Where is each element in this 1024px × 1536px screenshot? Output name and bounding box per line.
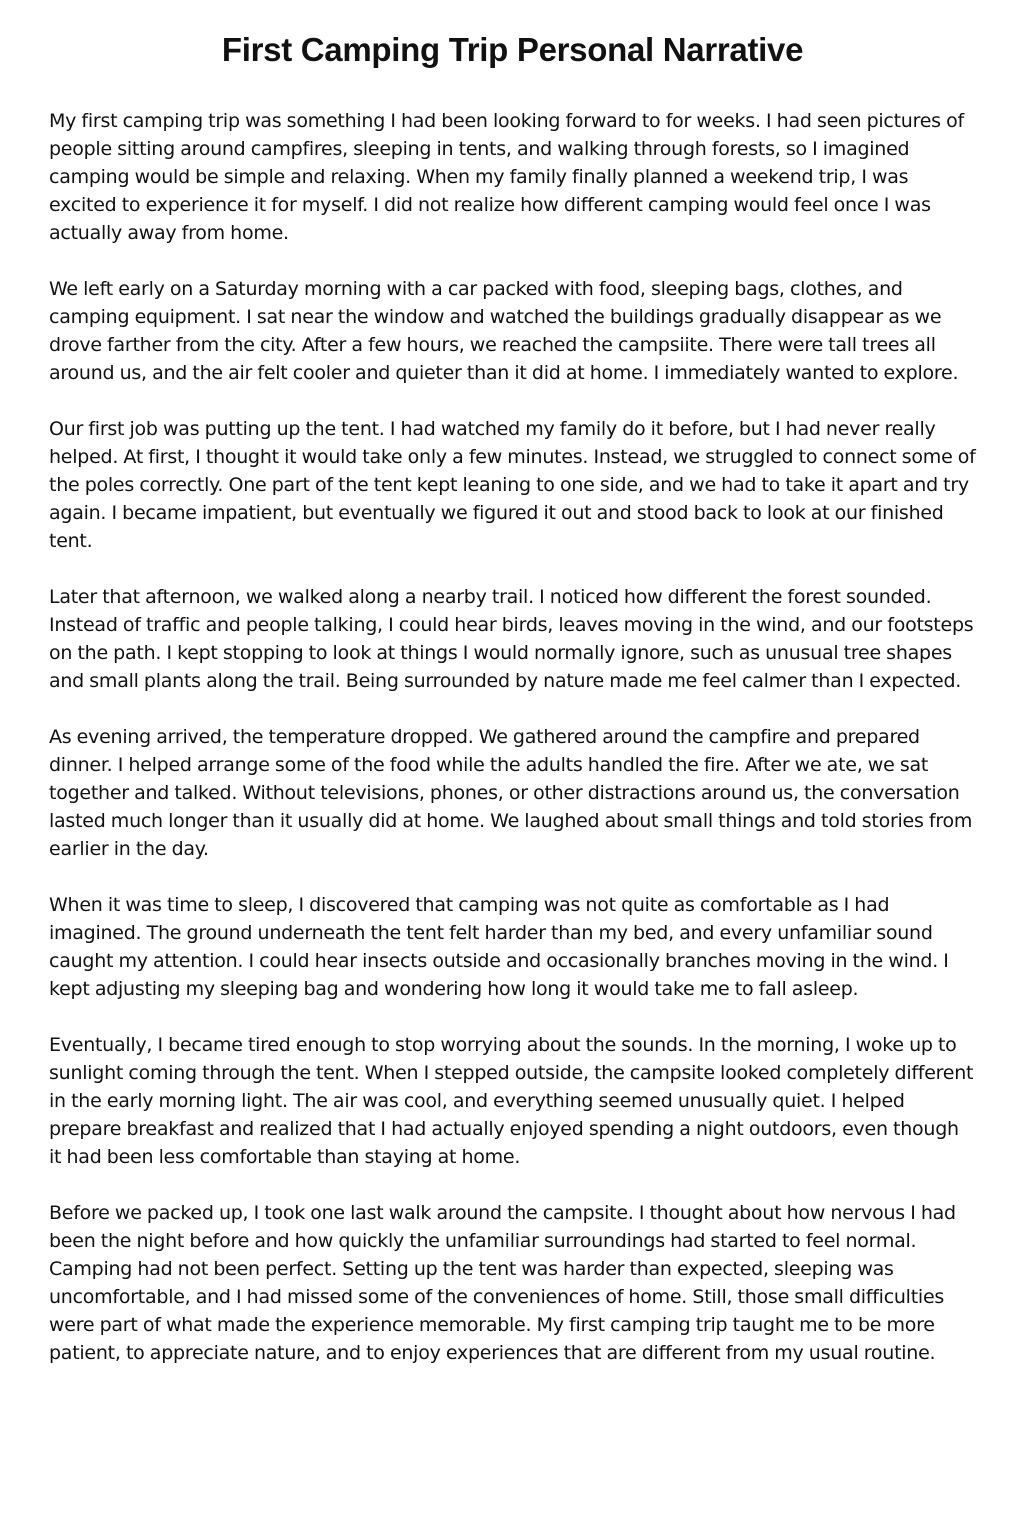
paragraph-4: Later that afternoon, we walked along a nearby trail. I noticed how different the forest sounded. Instead of traffic and people talking, I could hear birds, leaves moving in the wind, and our footsteps on the path. I kept stopping to look at things I would normally ignore, such as unusual tree shapes and small plants along the trail. Being surrounded by nature made me feel calmer than I expected. <box>49 586 974 692</box>
paragraph-3: Our first job was putting up the tent. I had watched my family do it before, but I had never really helped. At first, I thought it would take only a few minutes. Instead, we struggled to connect some of the poles correctly. One part of the tent kept leaning to one side, and we had to take it apart and try again. I became impatient, but eventually we figured it out and stood back to look at our finished tent. <box>49 418 976 552</box>
paragraph-6: When it was time to sleep, I discovered that camping was not quite as comfortable as I had imagined. The ground underneath the tent felt harder than my bed, and every unfamiliar sound caught my attention. I could hear insects outside and occasionally branches moving in the wind. I kept adjusting my sleeping bag and wondering how long it would take me to fall asleep. <box>49 894 949 1000</box>
paragraph-1: My first camping trip was something I had been looking forward to for weeks. I had seen pictures of people sitting around campfires, sleeping in tents, and walking through forests, so I imagined camping would be simple and relaxing. When my family finally planned a weekend trip, I was excited to experience it for myself. I did not realize how different camping would feel once I was actually away from home. <box>49 110 964 244</box>
paragraph-2: We left early on a Saturday morning with a car packed with food, sleeping bags, clothes, and camping equipment. I sat near the window and watched the buildings gradually disappear as we drove farther from the city. After a few hours, we reached the campsiite. There were tall trees all around us, and the air felt cooler and quieter than it did at home. I immediately wanted to explore. <box>49 278 959 384</box>
document-title: First Camping Trip Personal Narrative <box>221 31 804 68</box>
paragraph-8: Before we packed up, I took one last walk around the campsite. I thought about how nervous I had been the night before and how quickly the unfamiliar surroundings had started to feel normal. Camping had not been perfect. Setting up the tent was harder than expected, sleeping was uncomfortable, and I had missed some of the conveniences of home. Still, those small difficulties were part of what made the experience memorable. My first camping trip taught me to be more patient, to appreciate nature, and to enjoy experiences that are different from my usual routine. <box>49 1202 956 1364</box>
paragraph-7: Eventually, I became tired enough to stop worrying about the sounds. In the morning, I woke up to sunlight coming through the tent. When I stepped outside, the campsite looked completely different in the early morning light. The air was cool, and everything seemed unusually quiet. I helped prepare breakfast and realized that I had actually enjoyed spending a night outdoors, even though it had been less comfortable than staying at home. <box>49 1034 974 1168</box>
paragraph-5: As evening arrived, the temperature dropped. We gathered around the campfire and prepared dinner. I helped arrange some of the food while the adults handled the fire. After we ate, we sat together and talked. Without televisions, phones, or other distractions around us, the conversation lasted much longer than it usually did at home. We laughed about small things and told stories from earlier in the day. <box>49 726 973 860</box>
